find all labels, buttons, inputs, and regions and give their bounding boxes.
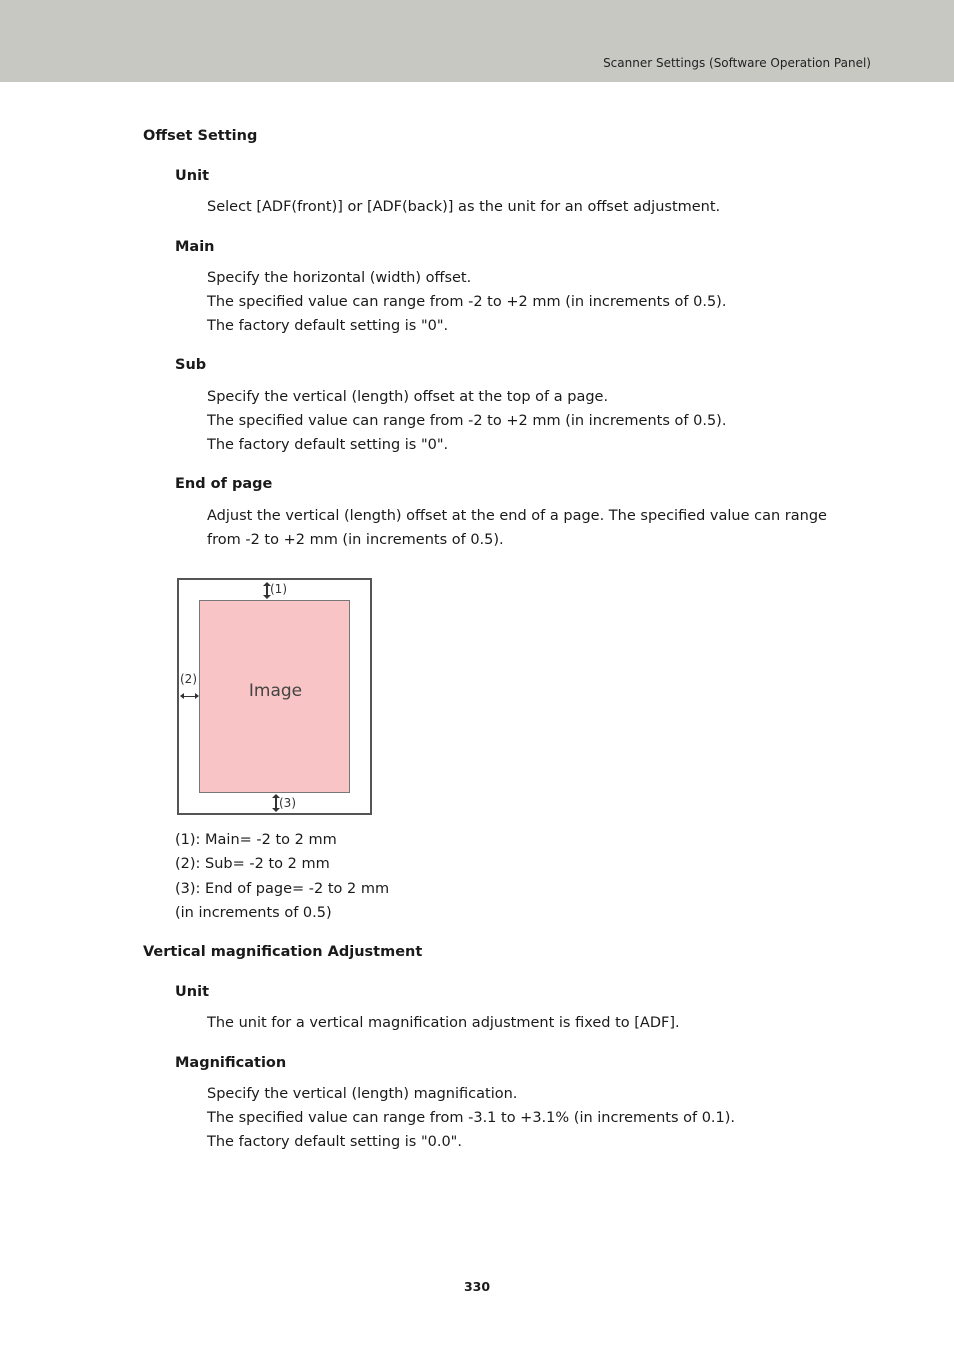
magnification-line: The specified value can range from -3.1 to +3.1% (in increments of 0.1). — [207, 1110, 736, 1126]
magnification-unit-heading: Unit — [175, 984, 209, 1000]
magnification-unit-description — [207, 1011, 857, 1035]
end-of-page-text: Adjust the vertical (length) offset at the end of a page. The specified value can range from -2 to +2 mm (in increments of 0.5). — [207, 508, 827, 548]
magnification-unit-line: The unit for a vertical magnification adjustment is fixed to [ADF]. — [207, 1015, 680, 1031]
header-title: Scanner Settings (Software Operation Panel) — [603, 56, 871, 70]
offset-unit-line: Select [ADF(front)] or [ADF(back)] as the unit for an offset adjustment. — [207, 199, 721, 215]
offset-unit-description — [207, 195, 857, 219]
side-offset-arrow-icon — [181, 696, 198, 697]
main-line: Specify the horizontal (width) offset. — [207, 270, 472, 286]
legend-item: (2): Sub= -2 to 2 mm — [175, 856, 330, 873]
main-line: The factory default setting is "0". — [207, 318, 449, 334]
magnification-line: The factory default setting is "0.0". — [207, 1134, 462, 1150]
magnification-line: Specify the vertical (length) magnification. — [207, 1086, 518, 1102]
page-number: 330 — [463, 1279, 491, 1294]
sub-description — [207, 385, 857, 457]
sub-heading: Sub — [175, 357, 207, 373]
offset-diagram — [177, 578, 373, 816]
figure-legend — [175, 828, 389, 925]
sub-line: The factory default setting is "0". — [207, 437, 449, 453]
magnification-description — [207, 1082, 857, 1154]
sub-line: Specify the vertical (length) offset at the top of a page. — [207, 389, 609, 405]
legend-item: (1): Main= -2 to 2 mm — [175, 832, 337, 848]
mark-3-label: (3) — [279, 796, 296, 810]
main-heading: Main — [175, 239, 215, 255]
page-header — [0, 0, 954, 82]
sub-line: The specified value can range from -2 to +2 mm (in increments of 0.5). — [207, 413, 727, 429]
offset-unit-heading: Unit — [175, 168, 209, 184]
image-area-label: Image — [248, 681, 303, 701]
vertical-magnification-heading: Vertical magnification Adjustment — [143, 944, 423, 960]
end-of-page-description — [207, 504, 852, 552]
mark-1-label: (1) — [270, 582, 287, 596]
bottom-offset-arrow-icon — [275, 795, 277, 811]
image-area — [199, 600, 350, 793]
top-offset-arrow-icon — [266, 583, 268, 598]
offset-setting-heading: Offset Setting — [143, 128, 258, 144]
end-of-page-heading: End of page — [175, 476, 273, 492]
main-line: The specified value can range from -2 to +2 mm (in increments of 0.5). — [207, 294, 727, 310]
mark-2-label: (2) — [180, 672, 197, 686]
legend-item: (in increments of 0.5) — [175, 904, 332, 921]
main-description — [207, 266, 857, 338]
magnification-heading: Magnification — [175, 1055, 287, 1071]
legend-item: (3): End of page= -2 to 2 mm — [175, 880, 390, 897]
